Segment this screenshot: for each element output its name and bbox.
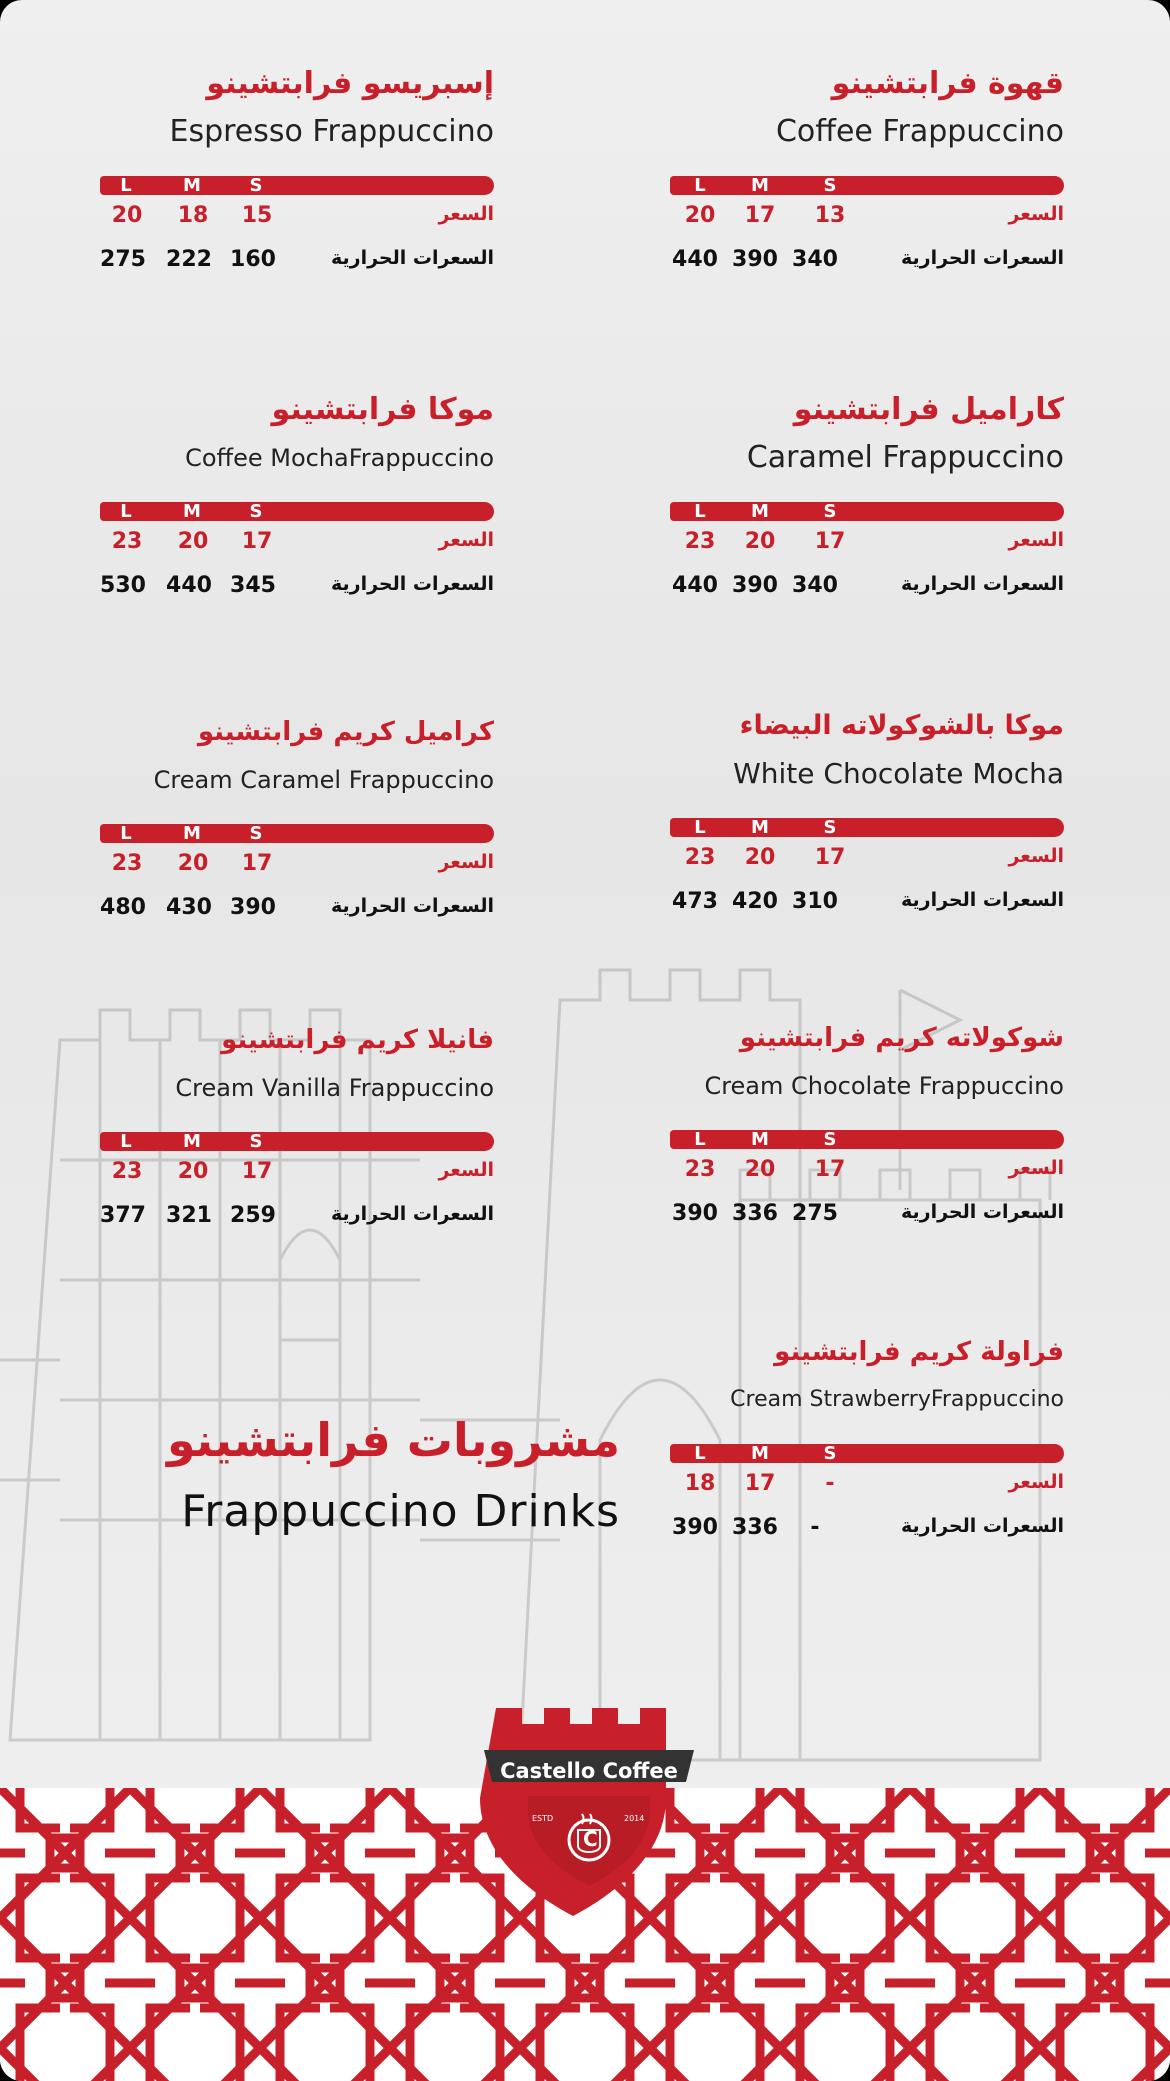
menu-item	[100, 390, 494, 609]
calories-row	[670, 243, 1064, 283]
calories-row	[670, 885, 1064, 925]
logo-name: Castello Coffee	[500, 1759, 678, 1783]
price-row	[670, 525, 1064, 565]
castello-logo	[478, 1700, 700, 1920]
price-label: السعر	[1008, 1471, 1064, 1493]
menu-item	[100, 1020, 494, 1239]
calories-m: 420	[732, 889, 778, 914]
price-l: 23	[684, 1157, 716, 1182]
price-m: 20	[177, 1159, 209, 1184]
calories-m: 440	[166, 573, 212, 598]
size-l-label: L	[120, 501, 132, 522]
calories-row	[100, 1199, 494, 1239]
calories-s: 390	[230, 895, 276, 920]
size-s-label: S	[823, 501, 837, 522]
price-s: 17	[814, 1157, 846, 1182]
price-row	[670, 841, 1064, 881]
item-name-ar: فانيلا كريم فرابتشينو	[221, 1025, 494, 1055]
price-m: 17	[744, 1471, 776, 1496]
size-bar	[670, 1444, 1064, 1463]
size-l-label: L	[120, 823, 132, 844]
calories-row	[670, 1197, 1064, 1237]
price-row	[670, 199, 1064, 239]
castle-shield-icon	[478, 1700, 700, 1920]
logo-year: 2014	[624, 1814, 645, 1823]
price-s: 17	[814, 529, 846, 554]
calories-m: 222	[166, 247, 212, 272]
price-s: 15	[241, 203, 273, 228]
size-s-label: S	[249, 823, 263, 844]
price-label: السعر	[438, 851, 494, 873]
calories-label: السعرات الحرارية	[330, 573, 494, 595]
price-row	[100, 199, 494, 239]
price-s: 17	[241, 529, 273, 554]
price-m: 20	[744, 1157, 776, 1182]
size-m-label: M	[751, 1443, 769, 1464]
size-s-label: S	[249, 175, 263, 196]
price-l: 20	[684, 203, 716, 228]
price-label: السعر	[1008, 1157, 1064, 1179]
size-s-label: S	[823, 175, 837, 196]
size-bar	[100, 824, 494, 843]
item-name-en: Cream StrawberryFrappuccino	[730, 1387, 1064, 1412]
price-m: 20	[744, 529, 776, 554]
menu-item	[100, 64, 494, 283]
size-l-label: L	[120, 175, 132, 196]
item-name-ar: كاراميل فرابتشينو	[793, 392, 1064, 427]
size-m-label: M	[751, 817, 769, 838]
calories-l: 390	[672, 1515, 718, 1540]
size-m-label: M	[183, 1131, 201, 1152]
price-row	[100, 525, 494, 565]
calories-row	[100, 243, 494, 283]
section-heading	[50, 1410, 620, 1544]
menu-item	[670, 1018, 1064, 1237]
calories-l: 390	[672, 1201, 718, 1226]
size-l-label: L	[120, 1131, 132, 1152]
item-name-en: Coffee MochaFrappuccino	[185, 444, 494, 472]
calories-l: 440	[672, 573, 718, 598]
size-l-label: L	[694, 1443, 706, 1464]
calories-s: 275	[792, 1201, 838, 1226]
price-l: 23	[684, 845, 716, 870]
price-label: السعر	[438, 1159, 494, 1181]
calories-l: 440	[672, 247, 718, 272]
price-row	[670, 1467, 1064, 1507]
size-l-label: L	[694, 1129, 706, 1150]
price-row	[670, 1153, 1064, 1193]
item-name-en: Cream Caramel Frappuccino	[153, 766, 494, 794]
section-title-en: Frappuccino Drinks	[181, 1486, 620, 1537]
calories-m: 390	[732, 573, 778, 598]
calories-m: 321	[166, 1203, 212, 1228]
calories-label: السعرات الحرارية	[330, 247, 494, 269]
price-label: السعر	[438, 203, 494, 225]
size-m-label: M	[183, 823, 201, 844]
size-m-label: M	[183, 175, 201, 196]
size-bar	[100, 502, 494, 521]
menu-item	[670, 64, 1064, 283]
calories-row	[100, 891, 494, 931]
size-l-label: L	[694, 501, 706, 522]
calories-s: 160	[230, 247, 276, 272]
calories-s: 340	[792, 247, 838, 272]
item-name-en: Cream Chocolate Frappuccino	[704, 1072, 1064, 1100]
price-row	[100, 847, 494, 887]
size-m-label: M	[751, 175, 769, 196]
calories-row	[670, 569, 1064, 609]
item-name-ar: شوكولاته كريم فرابتشينو	[739, 1023, 1064, 1053]
price-s: 17	[814, 845, 846, 870]
price-m: 20	[177, 529, 209, 554]
size-bar	[670, 176, 1064, 195]
calories-label: السعرات الحرارية	[330, 895, 494, 917]
size-m-label: M	[751, 1129, 769, 1150]
size-s-label: S	[823, 817, 837, 838]
price-s: -	[825, 1471, 835, 1496]
size-s-label: S	[249, 501, 263, 522]
calories-s: 345	[230, 573, 276, 598]
price-l: 23	[111, 1159, 143, 1184]
calories-l: 275	[100, 247, 146, 272]
size-bar	[670, 818, 1064, 837]
menu-item	[100, 712, 494, 931]
item-name-ar: موكا بالشوكولاته البيضاء	[739, 710, 1064, 741]
price-l: 18	[684, 1471, 716, 1496]
calories-s: 340	[792, 573, 838, 598]
size-bar	[100, 1132, 494, 1151]
calories-m: 390	[732, 247, 778, 272]
price-l: 23	[111, 529, 143, 554]
section-title-ar: مشروبات فرابتشينو	[166, 1413, 620, 1467]
size-m-label: M	[183, 501, 201, 522]
size-m-label: M	[751, 501, 769, 522]
calories-label: السعرات الحرارية	[900, 889, 1064, 911]
item-name-ar: كراميل كريم فرابتشينو	[197, 717, 494, 747]
item-name-en: White Chocolate Mocha	[733, 757, 1064, 790]
calories-l: 530	[100, 573, 146, 598]
menu-item	[670, 1332, 1064, 1551]
calories-m: 336	[732, 1515, 778, 1540]
price-label: السعر	[1008, 203, 1064, 225]
calories-s: 259	[230, 1203, 276, 1228]
price-l: 20	[111, 203, 143, 228]
calories-label: السعرات الحرارية	[900, 1515, 1064, 1537]
price-label: السعر	[438, 529, 494, 551]
menu-item	[670, 706, 1064, 925]
logo-initial: C	[583, 1827, 598, 1851]
calories-l: 377	[100, 1203, 146, 1228]
price-m: 20	[177, 851, 209, 876]
item-name-ar: قهوة فرابتشينو	[831, 66, 1064, 101]
calories-s: 310	[792, 889, 838, 914]
calories-label: السعرات الحرارية	[330, 1203, 494, 1225]
price-s: 17	[241, 851, 273, 876]
price-s: 17	[241, 1159, 273, 1184]
size-bar	[670, 1130, 1064, 1149]
price-label: السعر	[1008, 845, 1064, 867]
size-s-label: S	[823, 1129, 837, 1150]
size-s-label: S	[249, 1131, 263, 1152]
calories-m: 336	[732, 1201, 778, 1226]
price-l: 23	[111, 851, 143, 876]
item-name-en: Cream Vanilla Frappuccino	[175, 1074, 494, 1102]
size-s-label: S	[823, 1443, 837, 1464]
calories-l: 480	[100, 895, 146, 920]
size-bar	[670, 502, 1064, 521]
size-bar	[100, 176, 494, 195]
calories-l: 473	[672, 889, 718, 914]
price-label: السعر	[1008, 529, 1064, 551]
price-l: 23	[684, 529, 716, 554]
price-s: 13	[814, 203, 846, 228]
item-name-en: Coffee Frappuccino	[775, 114, 1064, 149]
size-l-label: L	[694, 817, 706, 838]
calories-m: 430	[166, 895, 212, 920]
calories-label: السعرات الحرارية	[900, 573, 1064, 595]
calories-label: السعرات الحرارية	[900, 1201, 1064, 1223]
price-m: 18	[177, 203, 209, 228]
calories-label: السعرات الحرارية	[900, 247, 1064, 269]
menu-item	[670, 390, 1064, 609]
calories-s: -	[810, 1515, 820, 1540]
price-row	[100, 1155, 494, 1195]
price-m: 17	[744, 203, 776, 228]
item-name-ar: فراولة كريم فرابتشينو	[774, 1337, 1064, 1367]
item-name-ar: إسبريسو فرابتشينو	[206, 66, 494, 101]
item-name-ar: موكا فرابتشينو	[271, 392, 494, 427]
size-l-label: L	[694, 175, 706, 196]
item-name-en: Caramel Frappuccino	[746, 440, 1064, 475]
calories-row	[670, 1511, 1064, 1551]
logo-estd: ESTD	[532, 1814, 554, 1823]
price-m: 20	[744, 845, 776, 870]
calories-row	[100, 569, 494, 609]
item-name-en: Espresso Frappuccino	[169, 114, 494, 149]
